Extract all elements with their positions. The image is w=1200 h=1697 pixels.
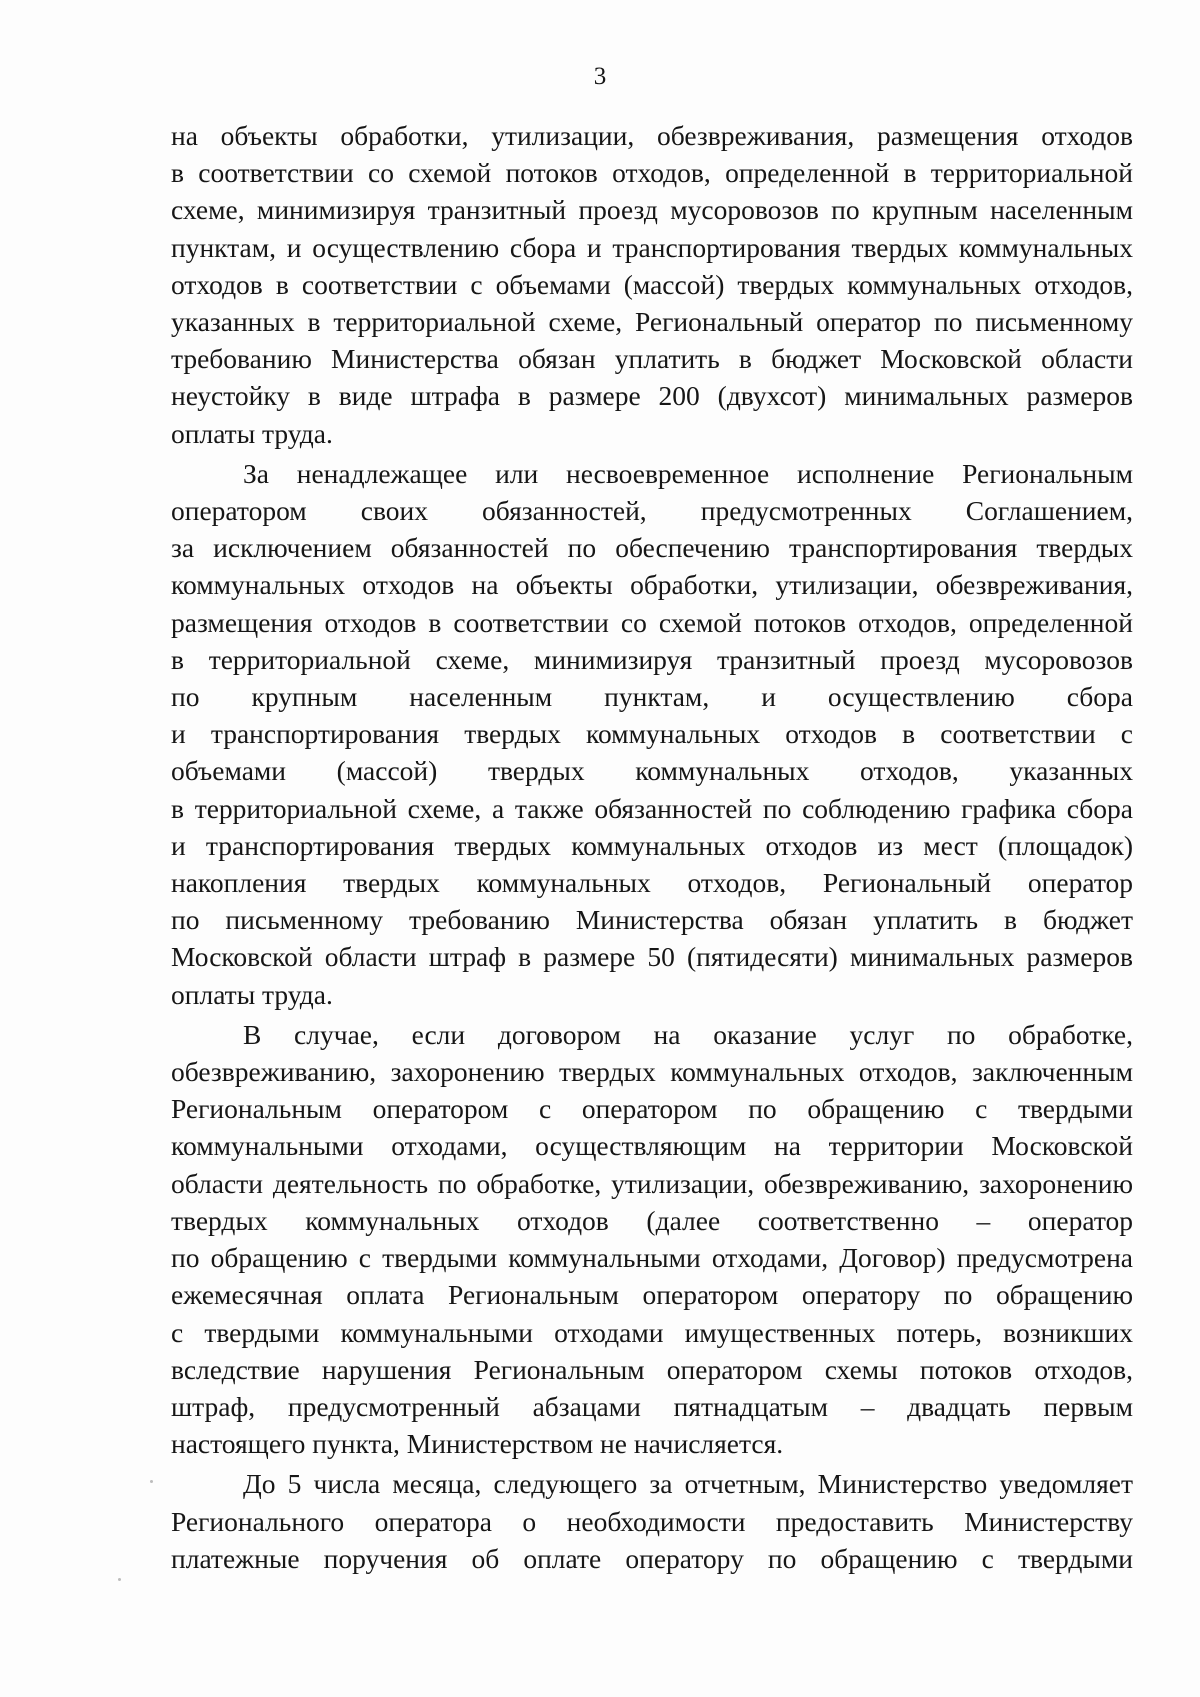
text-line: ежемесячная оплата Региональным оператором оператору по обращению [171, 1279, 1133, 1311]
text-line: В случае, если договором на оказание услуг по обработке, [243, 1018, 1133, 1050]
text-line: накопления твердых коммунальных отходов, Региональный оператор [171, 867, 1133, 899]
text-line: штраф, предусмотренный абзацами пятнадцатым – двадцать первым [171, 1390, 1133, 1422]
paragraph [171, 1465, 1133, 1577]
text-line: Региональным оператором с оператором по обращению с твердыми [171, 1093, 1133, 1125]
text-line: на объекты обработки, утилизации, обезвреживания, размещения отходов [171, 120, 1133, 151]
text-line: в территориальной схеме, а также обязанностей по соблюдению графика сбора [171, 792, 1133, 824]
text-line: оплаты труда. [171, 417, 333, 449]
paragraph [171, 117, 1133, 452]
text-line: платежные поручения об оплате оператору по обращению с твердыми [171, 1542, 1133, 1574]
text-line: по письменному требованию Министерства обязан уплатить в бюджет [171, 904, 1133, 936]
text-line: указанных в территориальной схеме, Региональный оператор по письменному [171, 306, 1133, 338]
text-line: и транспортирования твердых коммунальных отходов в соответствии с [171, 718, 1133, 750]
text-line: оплаты труда. [171, 978, 333, 1010]
text-line: схеме, минимизируя транзитный проезд мусоровозов по крупным населенным [171, 194, 1133, 226]
text-line: отходов в соответствии с объемами (массой) твердых коммунальных отходов, [171, 268, 1133, 300]
text-line: За ненадлежащее или несвоевременное исполнение Региональным [243, 457, 1133, 489]
document-body [171, 117, 1133, 1577]
text-line: за исключением обязанностей по обеспечению транспортирования твердых [171, 532, 1133, 564]
paragraph [171, 455, 1133, 1013]
scan-dust-mark [118, 1578, 121, 1581]
text-line: вследствие нарушения Региональным оператором схемы потоков отходов, [171, 1353, 1133, 1385]
text-line: в территориальной схеме, минимизируя транзитный проезд мусоровозов [171, 643, 1133, 675]
paragraph [171, 1016, 1133, 1462]
text-line: и транспортирования твердых коммунальных отходов из мест (площадок) [171, 829, 1133, 861]
text-line: с твердыми коммунальными отходами имущественных потерь, возникших [171, 1316, 1133, 1348]
text-line: обезвреживанию, захоронению твердых коммунальных отходов, заключенным [171, 1056, 1133, 1088]
text-line: оператором своих обязанностей, предусмотренных Соглашением, [171, 495, 1133, 527]
text-line: объемами (массой) твердых коммунальных отходов, указанных [171, 755, 1133, 787]
text-line: размещения отходов в соответствии со схемой потоков отходов, определенной [171, 606, 1133, 638]
text-line: Московской области штраф в размере 50 (пятидесяти) минимальных размеров [171, 941, 1133, 973]
text-line: настоящего пункта, Министерством не начисляется. [171, 1428, 784, 1460]
text-line: коммунальных отходов на объекты обработки, утилизации, обезвреживания, [171, 569, 1133, 601]
text-line: по крупным населенным пунктам, и осуществлению сбора [171, 681, 1133, 713]
text-line: твердых коммунальных отходов (далее соответственно – оператор [171, 1204, 1133, 1236]
text-line: по обращению с твердыми коммунальными отходами, Договор) предусмотрена [171, 1242, 1133, 1274]
scan-dust-mark [150, 1480, 153, 1483]
text-line: Регионального оператора о необходимости предоставить Министерству [171, 1505, 1133, 1537]
text-line: До 5 числа месяца, следующего за отчетным, Министерство уведомляет [243, 1468, 1133, 1500]
text-line: требованию Министерства обязан уплатить в бюджет Московской области [171, 343, 1133, 375]
text-line: неустойку в виде штрафа в размере 200 (двухсот) минимальных размеров [171, 380, 1133, 412]
text-line: в соответствии со схемой потоков отходов, определенной в территориальной [171, 157, 1133, 189]
text-line: области деятельность по обработке, утилизации, обезвреживанию, захоронению [171, 1167, 1133, 1199]
text-line: коммунальными отходами, осуществляющим на территории Московской [171, 1130, 1133, 1162]
text-line: пунктам, и осуществлению сбора и транспортирования твердых коммунальных [171, 231, 1133, 263]
page-number: 3 [593, 63, 607, 90]
